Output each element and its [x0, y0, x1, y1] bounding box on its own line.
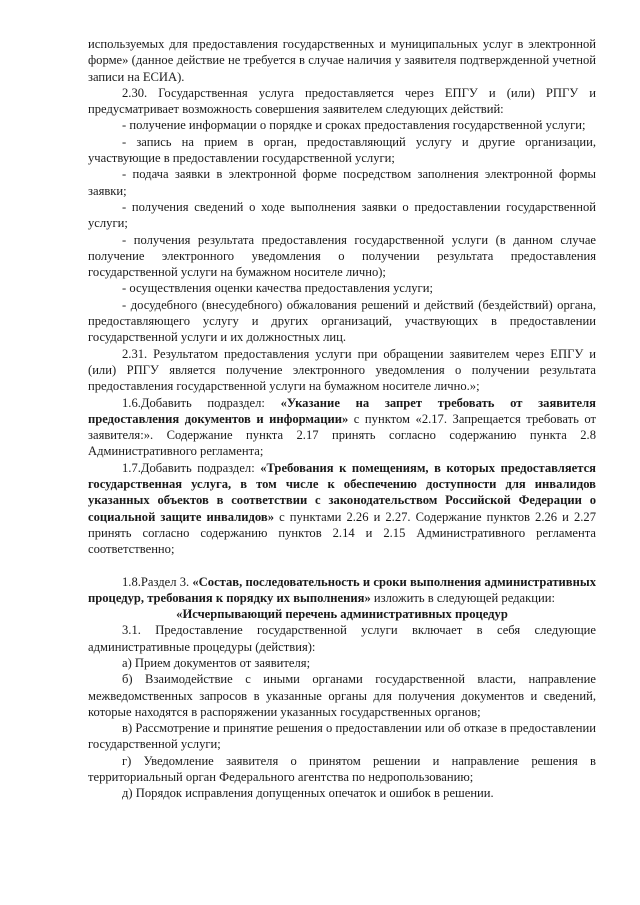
text-run: 2.31. Результатом предоставления услуги при обращении заявителем через ЕПГУ и (или) РПГУ является получение электронного уведомления о получении результата предоставления государственной услуги на бумажном носителе лично.»; [88, 346, 596, 394]
text-run: - получение информации о порядке и сроках предоставления государственной услуги; [122, 118, 586, 133]
paragraph [88, 36, 596, 85]
text-run: г) Уведомление заявителя о принятом решении и направление решения в территориальный орган Федерального агентства по недропользованию; [88, 753, 596, 785]
paragraph [88, 753, 596, 786]
paragraph [88, 297, 596, 346]
paragraph [88, 232, 596, 281]
paragraph [88, 280, 596, 296]
paragraph [88, 720, 596, 753]
text-run: д) Порядок исправления допущенных опечаток и ошибок в решении. [122, 786, 494, 801]
paragraph [88, 622, 596, 655]
text-run: 1.7.Добавить подраздел: [122, 460, 261, 475]
text-run: используемых для предоставления государственных и муниципальных услуг в электронной форме» (данное действие не требуется в случае наличия у заявителя подтвержденной учетной записи на ЕСИА). [88, 37, 596, 84]
paragraph [88, 199, 596, 232]
text-run: - получения сведений о ходе выполнения заявки о предоставлении государственной услуги; [88, 199, 596, 231]
text-run: - получения результата предоставления государственной услуги (в данном случае получение электронного уведомления о получении результата предоставления государственной услуги на бумажном носителе лично); [88, 232, 596, 280]
paragraph [88, 85, 596, 118]
paragraph [88, 574, 596, 607]
text-run: 2.30. Государственная услуга предоставляется через ЕПГУ и (или) РПГУ и предусматривает возможность совершения заявителем следующих действий: [88, 85, 596, 117]
text-run: а) Прием документов от заявителя; [122, 655, 311, 670]
paragraph [88, 785, 596, 801]
text-run: 3.1. Предоставление государственной услуги включает в себя следующие административные процедуры (действия): [88, 623, 596, 654]
text-run: с пунктом «2.17. Запрещается требовать от заявителя:». Содержание пункта 2.17 принять согласно содержанию пункта 2.8 Административного регламента; [88, 411, 596, 459]
paragraph [88, 346, 596, 395]
paragraph-gap [88, 558, 596, 574]
text-run: б) Взаимодействие с иными органами государственной власти, направление межведомственных запросов в указанные органы для получения документов и сведений, которые находятся в распоряжении указанных государственных органов; [88, 672, 596, 719]
text-run: 1.6.Добавить подраздел: [122, 395, 281, 410]
section-heading [88, 606, 596, 622]
paragraph [88, 166, 596, 199]
text-run: - осуществления оценки качества предоставления услуги; [122, 281, 433, 296]
text-run: - досудебного (внесудебного) обжалования решений и действий (бездействий) органа, предоставляющего услугу и других организаций, участвующих в предоставлении государственной услуги и их должностных лиц. [88, 297, 596, 345]
bold-text-run: «Требования к помещениям, в которых предоставляется государственная услуга, в том числе к обеспечению доступности для инвалидов указанных объектов в соответствии с законодательством Российской Федерации о социальной защите инвалидов» [88, 460, 596, 524]
bold-text-run: «Состав, последовательность и сроки выполнения административных процедур, требования к порядку их выполнения» [88, 574, 596, 605]
text-run: изложить в следующей редакции: [370, 590, 555, 605]
paragraph [88, 671, 596, 720]
text-run: 1.8.Раздел 3. [122, 574, 193, 589]
paragraph [88, 460, 596, 558]
paragraph [88, 395, 596, 460]
bold-text-run: «Исчерпывающий перечень административных процедур [176, 607, 508, 622]
text-run: - запись на прием в орган, предоставляющий услугу и другие организации, участвующие в предоставлении государственной услуги; [88, 134, 596, 166]
paragraph [88, 655, 596, 671]
bold-text-run: «Указание на запрет требовать от заявителя предоставления документов и информации» [88, 395, 596, 426]
paragraph [88, 117, 596, 133]
text-run: - подача заявки в электронной форме посредством заполнения электронной формы заявки; [88, 167, 596, 198]
document-body [88, 36, 596, 802]
paragraph [88, 134, 596, 167]
text-run: с пунктами 2.26 и 2.27. Содержание пунктов 2.26 и 2.27 принять согласно содержанию пунктов 2.14 и 2.15 Административного регламента соответственно; [88, 509, 597, 557]
text-run: в) Рассмотрение и принятие решения о предоставлении или об отказе в предоставлении государственной услуги; [88, 721, 596, 752]
